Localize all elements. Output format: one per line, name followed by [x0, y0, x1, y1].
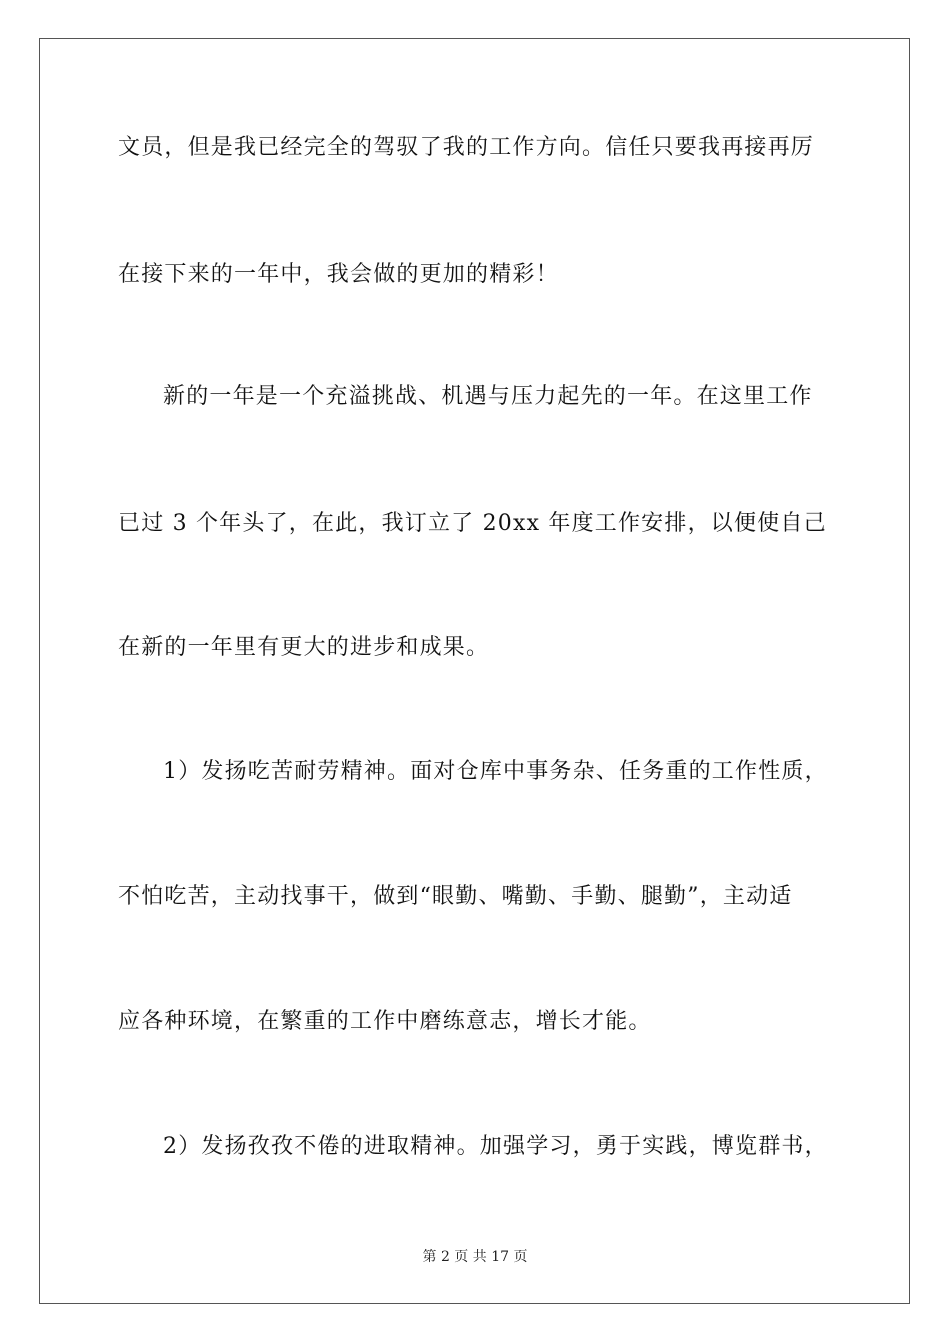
paragraph-line-4: 已过 3 个年头了，在此，我订立了 20xx 年度工作安排，以便使自己 — [118, 511, 827, 536]
page-number-footer: 第 2 页 共 17 页 — [422, 1249, 528, 1265]
paragraph-line-3: 新的一年是一个充溢挑战、机遇与压力起先的一年。在这里工作 — [163, 384, 813, 409]
paragraph-line-6: 1）发扬吃苦耐劳精神。面对仓库中事务杂、任务重的工作性质， — [163, 759, 828, 784]
paragraph-line-1: 文员，但是我已经完全的驾驭了我的工作方向。信任只要我再接再厉 — [118, 135, 815, 160]
paragraph-line-9: 2）发扬孜孜不倦的进取精神。加强学习，勇于实践，博览群书， — [163, 1134, 828, 1159]
paragraph-line-7: 不怕吃苦，主动找事干，做到“眼勤、嘴勤、手勤、腿勤”，主动适 — [118, 884, 793, 909]
paragraph-line-8: 应各种环境，在繁重的工作中磨练意志，增长才能。 — [118, 1009, 652, 1034]
page-border — [39, 38, 910, 1304]
paragraph-line-2: 在接下来的一年中，我会做的更加的精彩！ — [118, 262, 559, 287]
paragraph-line-5: 在新的一年里有更大的进步和成果。 — [118, 635, 490, 660]
